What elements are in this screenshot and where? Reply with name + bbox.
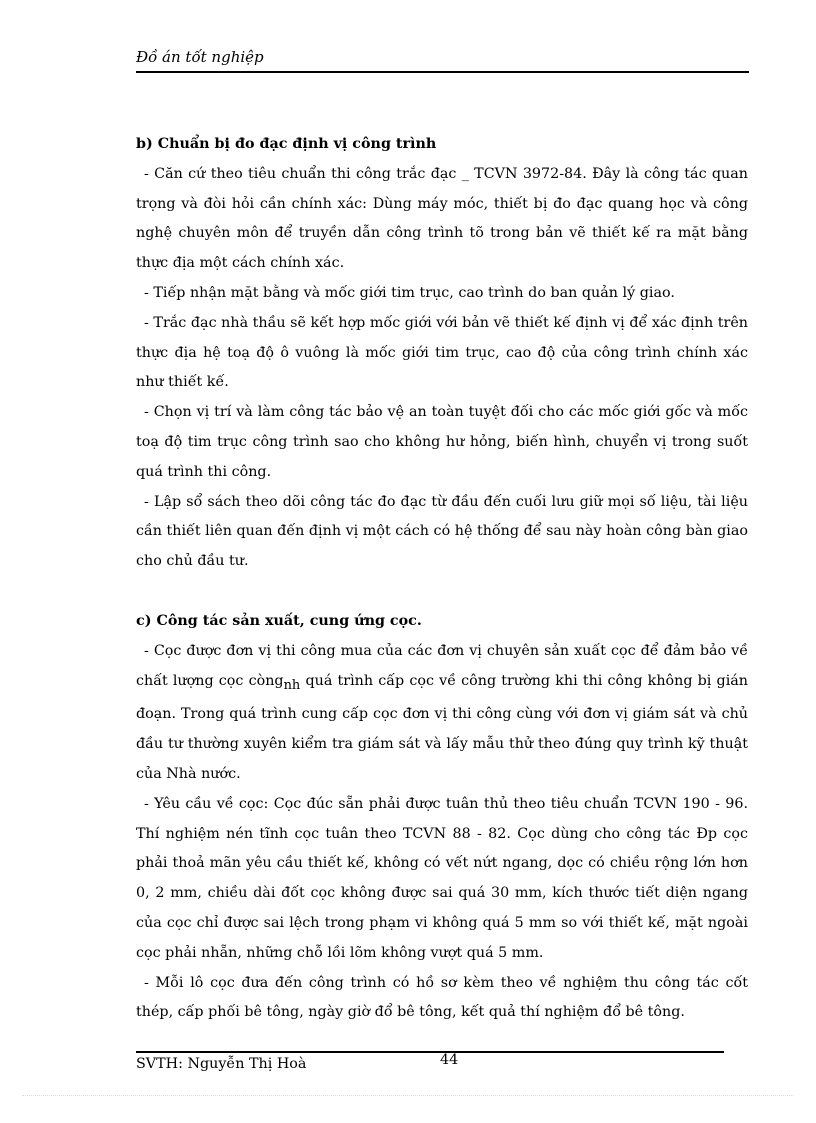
page-content xyxy=(136,130,748,1028)
page-bottom-dotted-line xyxy=(22,1095,794,1096)
section-c-p1-subscript: nh xyxy=(283,677,301,693)
section-b-paragraph: - Trắc đạc nhà thầu sẽ kết hợp mốc giới với bản vẽ thiết kế định vị để xác định trên thực địa hệ toạ độ ô vuông là mốc giới tim trục, cao độ của công trình chính xác như thiết kế. xyxy=(136,314,748,391)
section-b-paragraph: - Lập sổ sách theo dõi công tác đo đạc từ đầu đến cuối lưu giữ mọi số liệu, tài liệu cần thiết liên quan đến định vị một cách có hệ thống để sau này hoàn công bàn giao cho chủ đầu tư. xyxy=(136,493,748,570)
section-b-paragraph: - Căn cứ theo tiêu chuẩn thi công trắc đạc _ TCVN 3972-84. Đây là công tác quan trọng và đòi hỏi cần chính xác: Dùng máy móc, thiết bị đo đạc quang học và công nghệ chuyên môn để truyền dẫn công trình tõ trong bản vẽ thiết kế ra mặt bằng thực địa một cách chính xác. xyxy=(136,165,748,272)
page-number: 44 xyxy=(440,1052,459,1068)
section-c-paragraph: - Yêu cầu về cọc: Cọc đúc sẵn phải được tuân thủ theo tiêu chuẩn TCVN 190 - 96. Thí nghiệm nén tĩnh cọc tuân theo TCVN 88 - 82. Cọc dùng cho công tác Ðp cọc phải thoả mãn yêu cầu thiết kế, không có vết nứt ngang, dọc có chiều rộng lớn hơn 0, 2 mm, chiều dài đốt cọc không được sai quá 30 mm, kích thước tiết diện ngang của cọc chỉ được sai lệch trong phạm vi không quá 5 mm so với thiết kế, mặt ngoài cọc phải nhẵn, những chỗ lồi lõm không vượt quá 5 mm. xyxy=(136,795,748,961)
section-b-heading: b) Chuẩn bị đo đạc định vị công trình xyxy=(136,136,437,152)
section-spacer xyxy=(136,577,748,607)
section-b-paragraph: - Tiếp nhận mặt bằng và mốc giới tim trục, cao trình do ban quản lý giao. xyxy=(144,284,675,301)
section-c-p1-part1: - Cọc được đơn vị thi công mua của các đơn vị chuyên sản xuất cọc để đảm bảo về chất lượng cọc còng xyxy=(136,642,748,689)
section-c-paragraph: - Mỗi lô cọc đưa đến công trình có hồ sơ kèm theo về nghiệm thu công tác cốt thép, cấp phối bê tông, ngày giờ đổ bê tông, kết quả thí nghiệm đổ bê tông. xyxy=(136,974,748,1021)
header-divider xyxy=(136,71,749,73)
section-c-paragraph xyxy=(136,637,748,790)
section-c-heading: c) Công tác sản xuất, cung ứng cọc. xyxy=(136,612,422,629)
section-b-paragraph: - Chọn vị trí và làm công tác bảo vệ an toàn tuyệt đối cho các mốc giới gốc và mốc toạ độ tim trục công trình sao cho không hư hỏng, biến hình, chuyển vị trong suốt quá trình thi công. xyxy=(136,404,748,480)
document-header-title: Đồ án tốt nghiệp xyxy=(136,48,264,66)
footer-divider xyxy=(136,1051,724,1053)
footer-author: SVTH: Nguyễn Thị Hoà xyxy=(136,1056,307,1072)
section-c-p1-part2: quá trình cấp cọc về công trường khi thi công không bị gián đoạn. Trong quá trình cung cấp cọc đơn vị thi công cùng với đơn vị giám sát và chủ đầu tư thường xuyên kiểm tra giám sát và lấy mẫu thử theo đúng quy trình kỹ thuật của Nhà nước. xyxy=(136,672,748,782)
